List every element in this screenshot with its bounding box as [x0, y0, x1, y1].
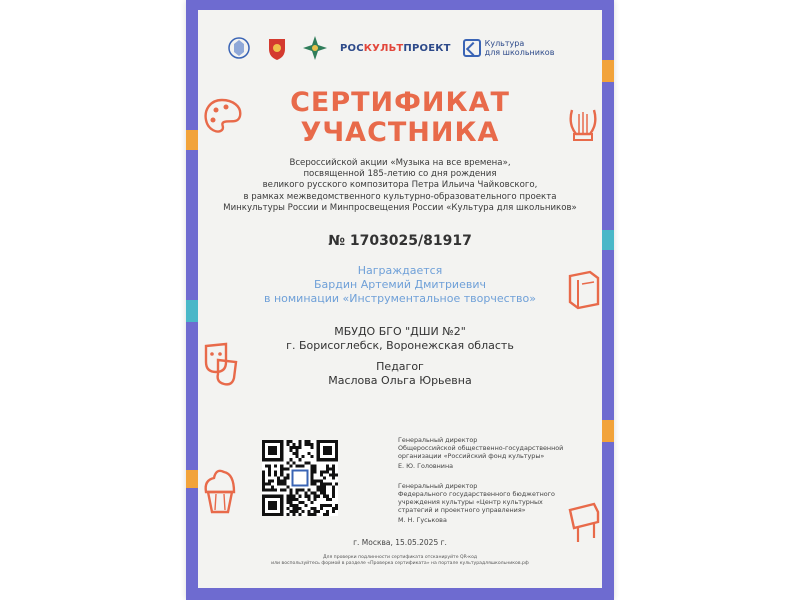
signature-block-1 [398, 436, 598, 470]
school-name: МБУДО БГО "ДШИ №2" [334, 325, 466, 338]
qr-code[interactable] [262, 440, 338, 516]
logo-kult: КУЛЬТ [363, 42, 404, 54]
logo-ros: РОС [340, 42, 364, 54]
signatory-name: Е. Ю. Головнина [398, 462, 454, 470]
government-emblem-icon [226, 33, 252, 63]
teacher-block [186, 360, 614, 388]
kultura-logo-line2: для школьников [484, 48, 555, 57]
logo-proekt: ПРОЕКТ [403, 42, 451, 54]
description-line: Всероссийской акции «Музыка на все времена», [289, 158, 511, 168]
frame-accent [602, 420, 614, 442]
cupcake-icon [200, 462, 240, 518]
signature-block-2 [398, 482, 598, 524]
ministry-emblem-icon [264, 33, 290, 63]
certificate-number: № 1703025/81917 [328, 233, 472, 249]
signature-title-line: организации «Российский фонд культуры» [398, 452, 545, 460]
kultura-logo-line1: Культура [484, 39, 525, 48]
signature-title-line: Общероссийской общественно-государственной [398, 444, 564, 452]
signature-title-line: Генеральный директор [398, 436, 478, 444]
footnote-line: Для проверки подлинности сертификата отсканируйте QR-код [322, 555, 478, 560]
description-line: в рамках межведомственного культурно-образовательного проекта [243, 191, 557, 202]
description-line: Минкультуры России и Минпросвещения России «Культура для школьников» [223, 202, 577, 213]
verification-note [186, 555, 614, 567]
certificate-description [216, 158, 584, 214]
signature-title-line: Генеральный директор [398, 482, 478, 490]
footnote-line: или воспользуйтесь формой в разделе «Проверка сертификата» на портале культурадляшкольников.рф [271, 561, 529, 566]
frame-accent [186, 470, 198, 488]
award-label: Награждается [357, 264, 443, 277]
kultura-logo-icon [463, 39, 481, 57]
frame-accent [602, 60, 614, 82]
description-line: посвященной 185-летию со дня рождения [303, 169, 497, 180]
teacher-name: Маслова Ольга Юрьевна [328, 374, 472, 387]
teacher-label: Педагог [376, 360, 424, 373]
school-block [186, 325, 614, 353]
logo-bar [226, 28, 594, 68]
title-line1: СЕРТИФИКАТ [290, 87, 510, 118]
award-block [186, 264, 614, 306]
signature-title-line: стратегий и проектного управления» [398, 506, 526, 514]
awardee-name: Бардин Артемий Дмитриевич [314, 278, 486, 291]
certificate-title [186, 88, 614, 148]
place-date: г. Москва, 15.05.2025 г. [353, 538, 447, 547]
roskultproekt-logo [340, 43, 451, 54]
signature-title-line: учреждения культуры «Центр культурных [398, 498, 543, 506]
star-emblem-icon [302, 33, 328, 63]
title-line2: УЧАСТНИКА [300, 117, 500, 148]
description-line: великого русского композитора Петра Ильича Чайковского, [262, 180, 538, 191]
signature-title-line: Федерального государственного бюджетного [398, 490, 555, 498]
kultura-dlya-shkolnikov-logo [463, 39, 555, 57]
school-location: г. Борисоглебск, Воронежская область [286, 339, 514, 352]
award-nomination: в номинации «Инструментальное творчество» [263, 292, 537, 305]
signatory-name: М. Н. Гуськова [398, 516, 447, 524]
